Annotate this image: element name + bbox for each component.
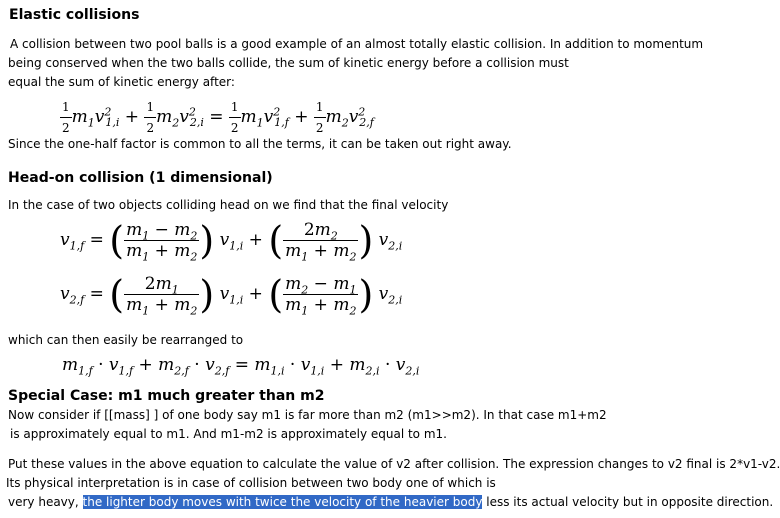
final-line-3-pre: very heavy, bbox=[8, 495, 83, 509]
kinetic-energy-equation: $\frac{1}{2}$ $m_1v^2_{1,i}$ + $\frac{1}{2}$ $m_2v^2_{2,i}$ = $\frac{1}{2}$ $m_1v^2_{1,f}$ + $\frac{1}{2}$ $m_2v^2_{2,f}$ bbox=[60, 97, 374, 138]
special-line-2: is approximately equal to m1. And m1-m2 is approximately equal to m1. bbox=[10, 427, 447, 441]
v2f-equation: $v_{2,f}$ = ( $\frac{2m_1}{m_1 + m_2}$ ) $v_{1,i}$ + ( $\frac{m_2 - m_1}{m_1 + m_2}$ ) $v_{2,i}$ bbox=[60, 272, 403, 318]
headon-text: In the case of two objects colliding head on we find that the final velocity bbox=[8, 198, 449, 212]
momentum-equation: $m_{1,f} \cdot v_{1,f} + m_{2,f} \cdot v_{2,f} = m_{1,i} \cdot v_{1,i} + m_{2,i} \cdot v_{2,i}$ bbox=[62, 355, 420, 378]
special-line-1: Now consider if [[mass] ] of one body say m1 is far more than m2 (m1>>m2). In that case m1+m2 bbox=[8, 408, 607, 422]
intro-line-2: being conserved when the two balls collide, the sum of kinetic energy before a collision must bbox=[8, 56, 569, 70]
headon-heading: Head-on collision (1 dimensional) bbox=[8, 170, 273, 186]
intro-line-1: A collision between two pool balls is a good example of an almost totally elastic collision. In addition to momentum bbox=[10, 37, 704, 51]
page-title: Elastic collisions bbox=[9, 7, 140, 23]
v1f-equation: $v_{1,f}$ = ( $\frac{m_1 - m_2}{m_1 + m_2}$ ) $v_{1,i}$ + ( $\frac{2m_2}{m_1 + m_2}$ ) $v_{2,i}$ bbox=[60, 218, 403, 264]
final-line-1: Put these values in the above equation to calculate the value of v2 after collision. The expression changes to v2 final is 2*v1-v2. bbox=[8, 457, 780, 471]
rearranged-text: which can then easily be rearranged to bbox=[8, 333, 244, 347]
intro-line-3: equal the sum of kinetic energy after: bbox=[8, 75, 235, 89]
selected-text[interactable]: the lighter body moves with twice the velocity of the heavier body bbox=[82, 495, 483, 509]
final-line-3-post: less its actual velocity but in opposite direction. bbox=[482, 495, 774, 509]
final-line-3 bbox=[8, 495, 773, 510]
special-case-heading: Special Case: m1 much greater than m2 bbox=[8, 388, 325, 404]
final-line-2: Its physical interpretation is in case of collision between two body one of which is bbox=[6, 476, 496, 490]
half-factor-text: Since the one-half factor is common to all the terms, it can be taken out right away. bbox=[8, 137, 512, 151]
